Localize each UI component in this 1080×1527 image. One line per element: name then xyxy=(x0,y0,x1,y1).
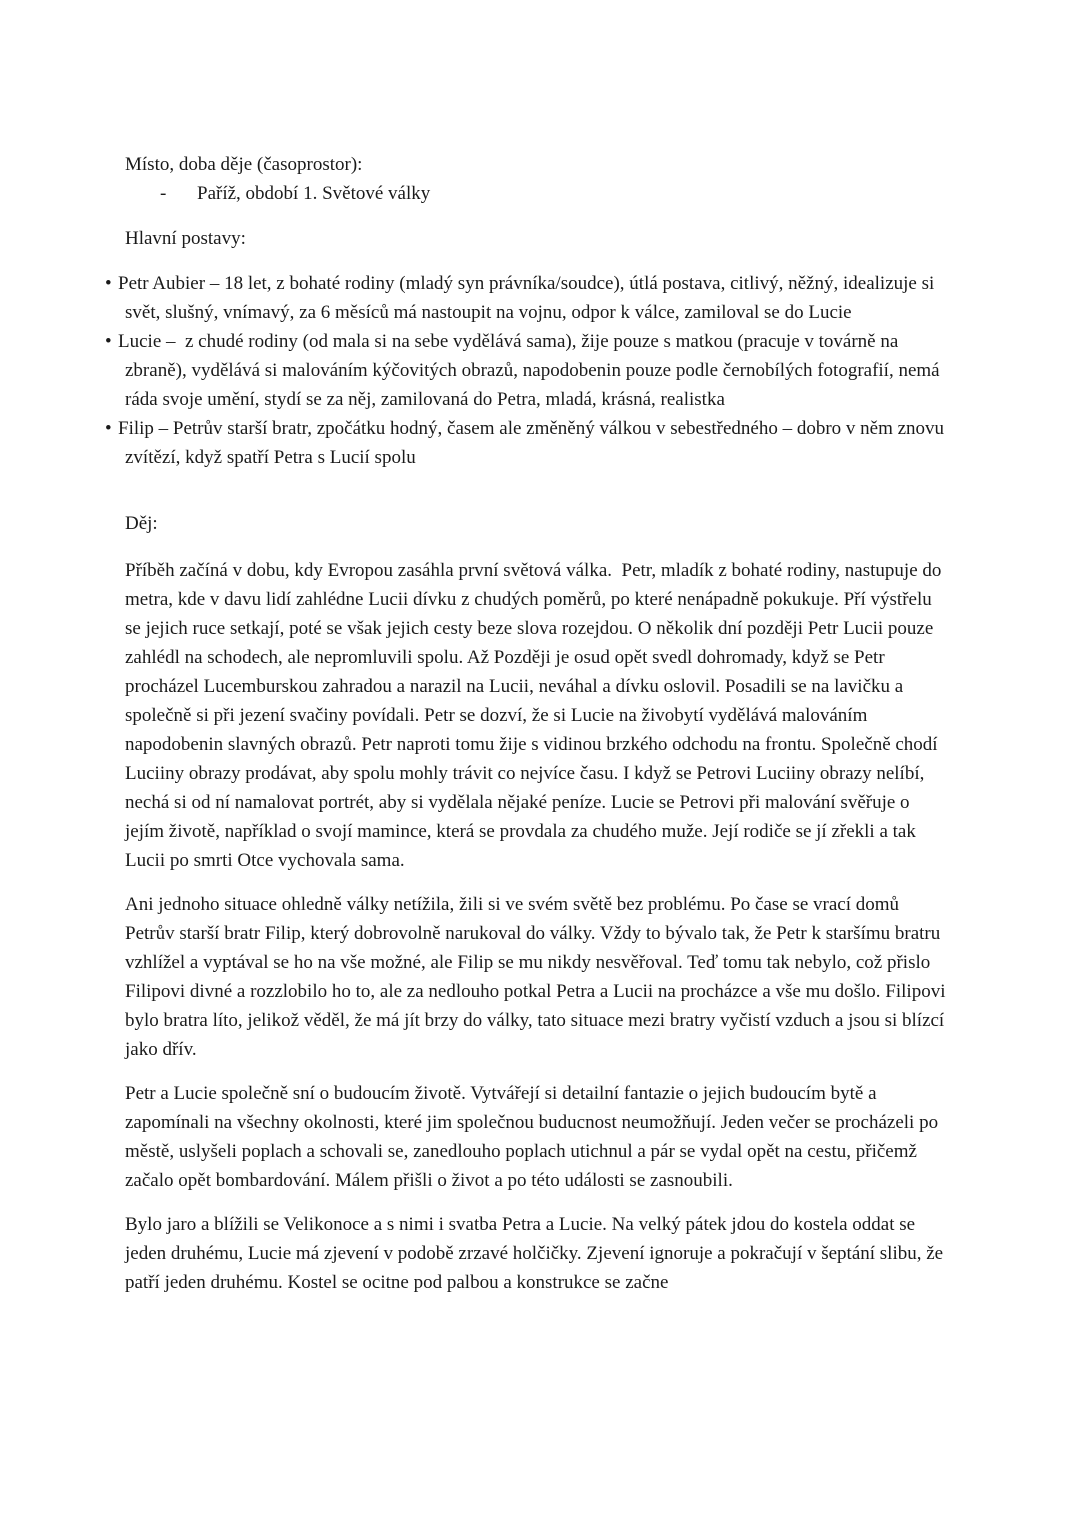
character-list-item xyxy=(105,414,952,472)
setting-item-text: Paříž, období 1. Světové války xyxy=(197,183,431,204)
bullet-icon: • xyxy=(105,331,112,352)
bullet-icon: • xyxy=(105,273,112,294)
setting-list-item xyxy=(160,179,952,208)
bullet-icon: • xyxy=(105,418,112,439)
characters-list xyxy=(105,269,952,472)
plot-paragraph: Ani jednoho situace ohledně války netížila, žili si ve svém světě bez problému. Po čase se vrací domů Petrův starší bratr Filip, který dobrovolně narukoval do války. Vždy to bývalo tak, že Petr k staršímu bratru vzhlížel a vyptával se ho na vše možné, ale Filip se mu nikdy nesvěřoval. Teď tomu tak nebylo, což přislo Filipovi divné a rozzlobilo ho to, ale za nedlouho potkal Petra a Lucii na procházce a vše mu došlo. Filipovi bylo bratra líto, jelikož věděl, že má jít brzy do války, tato situace mezi bratry vyčistí vzduch a jsou si blízcí jako dřív. xyxy=(125,894,951,1060)
character-list-item xyxy=(105,327,952,414)
plot-heading: Děj: xyxy=(125,513,158,534)
dash-marker-icon: - xyxy=(160,183,167,204)
character-item-text: Filip – Petrův starší bratr, zpočátku hodný, časem ale změněný válkou v sebestředného – dobro v něm znovu zvítězí, když spatří Petra s Lucií spolu xyxy=(118,418,949,468)
character-item-text: Petr Aubier – 18 let, z bohaté rodiny (mladý syn právníka/soudce), útlá postava, citlivý, něžný, idealizuje si svět, slušný, vnímavý, za 6 měsíců má nastoupit na vojnu, odpor k válce, zamiloval se do Lucie xyxy=(118,273,940,323)
character-list-item xyxy=(105,269,952,327)
characters-heading: Hlavní postavy: xyxy=(125,228,246,249)
plot-paragraph: Bylo jaro a blížili se Velikonoce a s nimi i svatba Petra a Lucie. Na velký pátek jdou do kostela oddat se jeden druhému, Lucie má zjevení v podobě zrzavé holčičky. Zjevení ignoruje a pokračují v šeptání slibu, že patří jeden druhému. Kostel se ocitne pod palbou a konstrukce se začne xyxy=(125,1214,948,1293)
character-item-text: Lucie – z chudé rodiny (od mala si na sebe vydělává sama), žije pouze s matkou (pracuje v továrně na zbraně), vydělává si malováním kýčovitých obrazů, napodobenin pouze podle černobílých fotografií, nemá ráda svoje umění, stydí se za něj, zamilovaná do Petra, mladá, krásná, realistka xyxy=(118,331,945,410)
plot-paragraph: Petr a Lucie společně sní o budoucím životě. Vytvářejí si detailní fantazie o jejich budoucím bytě a zapomínali na všechny okolnosti, které jim společnou buducnost neumožňují. Jeden večer se procházeli po městě, uslyšeli poplach a schovali se, zanedlouho poplach utichnul a pár se vydal opět na cestu, přičemž začalo opět bombardování. Málem přišli o život a po této události se zasnoubili. xyxy=(125,1083,943,1191)
plot-paragraph: Příběh začíná v dobu, kdy Evropou zasáhla první světová válka. Petr, mladík z bohaté rodiny, nastupuje do metra, kde v davu lidí zahlédne Lucii dívku z chudých poměrů, po které nenápadně pokukuje. Pří výstřelu se jejich ruce setkají, poté se však jejich cesty beze slova rozejdou. O několik dní později Petr Lucii pouze zahlédl na schodech, ale nepromluvili spolu. Až Později je osud opět svedl dohromady, když se Petr procházel Lucemburskou zahradou a narazil na Lucii, neváhal a dívku oslovil. Posadili se na lavičku a společně si při jezení svačiny povídali. Petr se dozví, že si Lucie na živobytí vydělává malováním napodobenin slavných obrazů. Petr naproti tomu žije s vidinou brzkého odchodu na frontu. Společně chodí Luciiny obrazy prodávat, aby spolu mohly trávit co nejvíce času. I když se Petrovi Luciiny obrazy nelíbí, nechá si od ní namalovat portrét, aby si vydělala nějaké peníze. Lucie se Petrovi při malování svěřuje o jejím životě, například o svojí mamince, která se provdala za chudého muže. Její rodiče se jí zřekli a tak Lucii po smrti Otce vychovala sama. xyxy=(125,560,947,871)
setting-heading: Místo, doba děje (časoprostor): xyxy=(125,154,363,175)
